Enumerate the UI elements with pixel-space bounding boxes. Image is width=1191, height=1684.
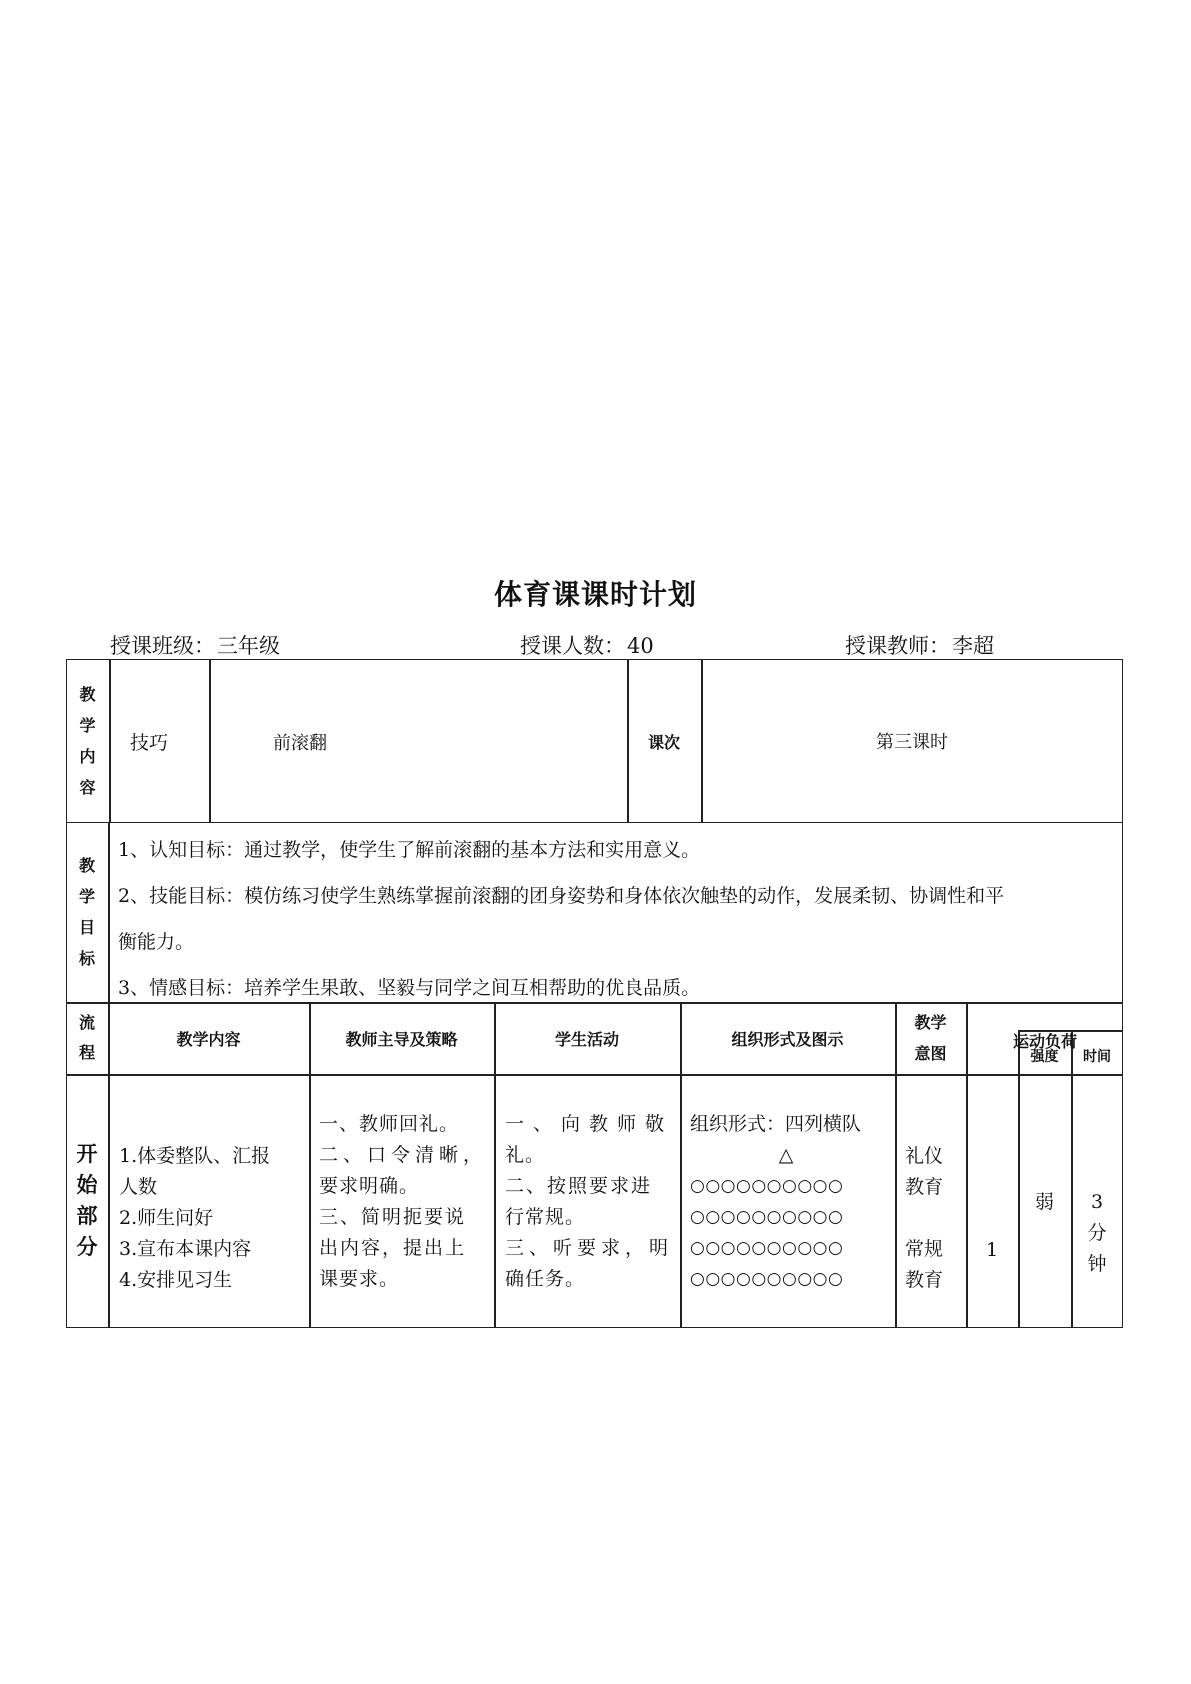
goal-line-2: 2、技能目标：模仿练习使学生熟练掌握前滚翻的团身姿势和身体依次触垫的动作，发展柔韧、协调性和平 (118, 885, 1005, 907)
content-category: 技巧 (130, 732, 169, 754)
student-count-info: 授课人数：40 (520, 634, 654, 658)
goal-line-3: 衡能力。 (118, 931, 195, 953)
teacher-value: 李超 (952, 634, 994, 658)
content-row-label: 教 学 内 容 (79, 685, 96, 797)
goals-text (118, 827, 1118, 1011)
header-intensity: 强度 (1030, 1049, 1059, 1065)
goals-label: 教 学 目 标 (78, 856, 95, 968)
header-intent: 教学 意图 (914, 1013, 947, 1063)
teacher-position-symbol: △ (778, 1144, 794, 1166)
header-load: 运动负荷 (1012, 1031, 1077, 1051)
formation-row: ○○○○○○○○○○ (690, 1238, 844, 1258)
lesson-value: 第三课时 (876, 732, 948, 753)
start-content: 1.体委整队、汇报 人数 2.师生问好 3.宣布本课内容 4.安排见习生 (119, 1145, 271, 1291)
class-info: 授课班级：三年级 (110, 634, 280, 658)
header-content: 教学内容 (176, 1029, 241, 1049)
class-value: 三年级 (217, 634, 280, 658)
start-intent: 礼仪 教育 常规 教育 (905, 1145, 944, 1291)
teacher-info: 授课教师：李超 (845, 634, 994, 658)
start-organization (690, 1109, 890, 1295)
goal-line-1: 1、认知目标：通过教学，使学生了解前滚翻的基本方法和实用意义。 (118, 839, 701, 861)
student-count-value: 40 (627, 634, 654, 658)
lesson-label: 课次 (647, 732, 680, 752)
header-teacher: 教师主导及策略 (345, 1029, 458, 1049)
start-intensity: 弱 (1034, 1191, 1054, 1213)
start-section-label: 开 始 部 分 (76, 1142, 98, 1259)
org-title: 组织形式：四列横队 (690, 1113, 862, 1135)
formation-row: ○○○○○○○○○○ (690, 1207, 844, 1227)
formation-row: ○○○○○○○○○○ (690, 1269, 844, 1289)
header-org: 组织形式及图示 (731, 1029, 844, 1049)
start-count: 1 (985, 1239, 999, 1261)
flow-header: 流 程 (78, 1013, 95, 1062)
goal-line-4: 3、情感目标：培养学生果敢、坚毅与同学之间互相帮助的优良品质。 (118, 977, 701, 999)
start-student-activity: 一、向教师敬 礼。 二、按照要求进 行常规。 三、听要求，明 确任务。 (505, 1113, 674, 1290)
page-title: 体育课课时计划 (493, 578, 697, 611)
formation-row: ○○○○○○○○○○ (690, 1176, 844, 1196)
header-student: 学生活动 (554, 1029, 619, 1049)
header-time: 时间 (1083, 1049, 1111, 1065)
start-time: 3 分 钟 (1087, 1191, 1107, 1275)
content-topic: 前滚翻 (273, 733, 327, 754)
start-teacher-strategy: 一、教师回礼。 二、口令清晰， 要求明确。 三、简明扼要说 出内容，提出上 课要求。 (319, 1113, 488, 1290)
